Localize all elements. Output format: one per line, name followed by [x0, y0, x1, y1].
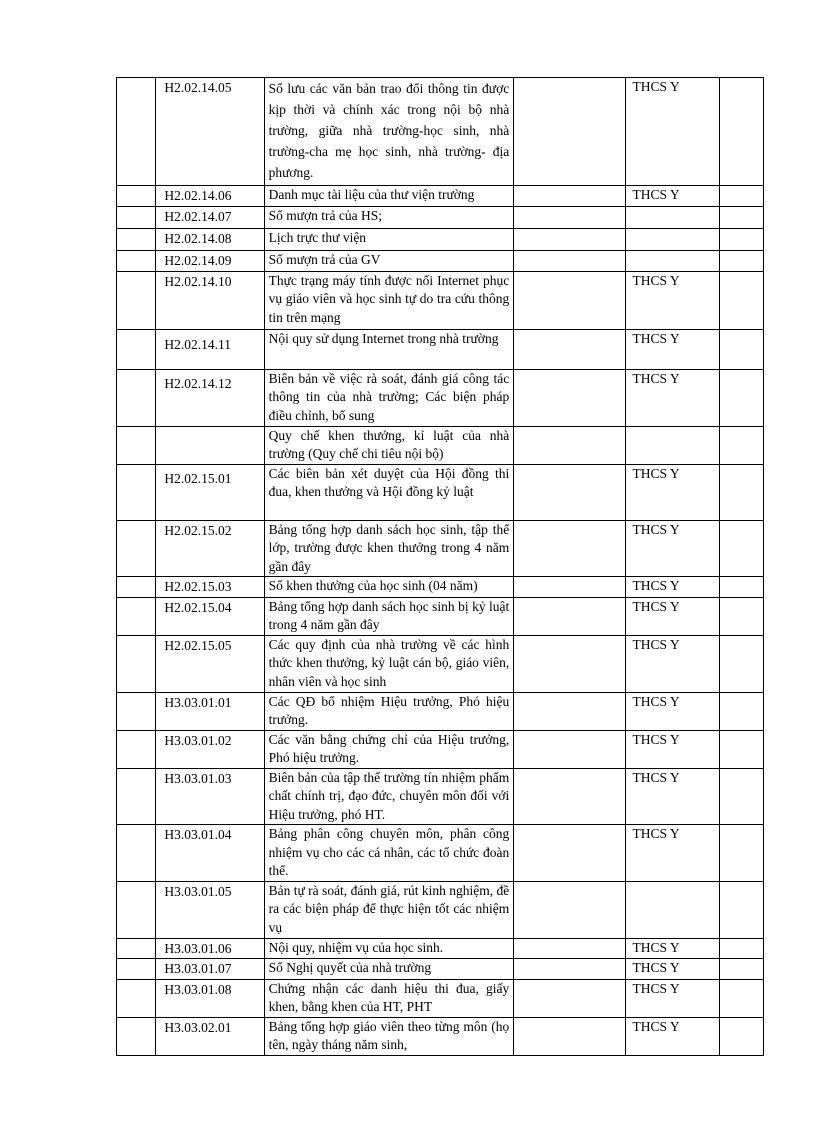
code-cell: H3.03.01.01	[156, 692, 264, 730]
note-cell	[720, 464, 764, 520]
empty-cell	[514, 426, 626, 464]
empty-cell	[514, 520, 626, 577]
description-cell: Quy chế khen thưởng, kỉ luật của nhà trường (Quy chế chi tiêu nội bộ)	[264, 426, 514, 464]
table-row	[117, 464, 764, 520]
note-cell	[720, 426, 764, 464]
level-cell	[626, 426, 720, 464]
note-cell	[720, 597, 764, 635]
level-cell: THCS Y	[626, 464, 720, 520]
index-cell	[117, 881, 156, 938]
empty-cell	[514, 369, 626, 426]
table-row	[117, 768, 764, 825]
level-cell: THCS Y	[626, 369, 720, 426]
table-row	[117, 369, 764, 426]
empty-cell	[514, 938, 626, 959]
table-row	[117, 979, 764, 1017]
description-cell: Thực trạng máy tính được nối Internet phục vụ giáo viên và học sinh tự do tra cứu thông tin trên mạng	[264, 271, 514, 329]
code-cell: H2.02.15.02	[156, 520, 264, 577]
description-cell: Sổ mượn trả của GV	[264, 251, 514, 272]
description-cell: Sổ lưu các văn bản trao đổi thông tin được kịp thời và chính xác trong nội bộ nhà trường, giữa nhà trường-học sinh, nhà trường-cha mẹ học sinh, nhà trường- địa phương.	[264, 78, 514, 186]
empty-cell	[514, 959, 626, 980]
level-cell: THCS Y	[626, 979, 720, 1017]
note-cell	[720, 329, 764, 369]
table-row	[117, 825, 764, 882]
code-cell: H2.02.14.12	[156, 369, 264, 426]
code-cell: H2.02.14.06	[156, 186, 264, 207]
code-cell: H3.03.01.03	[156, 768, 264, 825]
empty-cell	[514, 229, 626, 251]
code-cell: H2.02.14.08	[156, 229, 264, 251]
code-cell: H3.03.01.02	[156, 730, 264, 768]
index-cell	[117, 329, 156, 369]
level-cell: THCS Y	[626, 959, 720, 980]
index-cell	[117, 464, 156, 520]
index-cell	[117, 207, 156, 229]
note-cell	[720, 768, 764, 825]
index-cell	[117, 979, 156, 1017]
note-cell	[720, 577, 764, 598]
level-cell: THCS Y	[626, 329, 720, 369]
level-cell	[626, 881, 720, 938]
table-row	[117, 78, 764, 186]
empty-cell	[514, 186, 626, 207]
note-cell	[720, 229, 764, 251]
note-cell	[720, 730, 764, 768]
description-cell: Chứng nhận các danh hiệu thi đua, giấy khen, bằng khen của HT, PHT	[264, 979, 514, 1017]
index-cell	[117, 825, 156, 882]
description-cell: Các văn bằng chứng chỉ của Hiệu trưởng, Phó hiệu trưởng.	[264, 730, 514, 768]
note-cell	[720, 825, 764, 882]
index-cell	[117, 577, 156, 598]
index-cell	[117, 520, 156, 577]
description-cell: Sổ khen thưởng của học sinh (04 năm)	[264, 577, 514, 598]
code-cell: H2.02.14.07	[156, 207, 264, 229]
table-row	[117, 329, 764, 369]
table-row	[117, 692, 764, 730]
level-cell: THCS Y	[626, 78, 720, 186]
empty-cell	[514, 207, 626, 229]
table-row	[117, 1017, 764, 1055]
description-cell: Nội quy sử dụng Internet trong nhà trường	[264, 329, 514, 369]
description-cell: Biên bản về việc rà soát, đánh giá công tác thông tin của nhà trường; Các biện pháp điều chỉnh, bổ sung	[264, 369, 514, 426]
note-cell	[720, 979, 764, 1017]
description-cell: Bản tự rà soát, đánh giá, rút kinh nghiệm, đề ra các biện pháp để thực hiện tốt các nhiệm vụ	[264, 881, 514, 938]
level-cell: THCS Y	[626, 692, 720, 730]
note-cell	[720, 692, 764, 730]
level-cell: THCS Y	[626, 768, 720, 825]
level-cell: THCS Y	[626, 938, 720, 959]
code-cell: H3.03.01.06	[156, 938, 264, 959]
level-cell: THCS Y	[626, 635, 720, 692]
table-row	[117, 186, 764, 207]
evidence-table-body	[117, 78, 764, 1056]
table-row	[117, 251, 764, 272]
note-cell	[720, 1017, 764, 1055]
code-cell: H3.03.01.07	[156, 959, 264, 980]
description-cell: Bảng tổng hợp danh sách học sinh, tập thể lớp, trường được khen thưởng trong 4 năm gần đây	[264, 520, 514, 577]
level-cell: THCS Y	[626, 186, 720, 207]
note-cell	[720, 635, 764, 692]
code-cell: H2.02.15.03	[156, 577, 264, 598]
description-cell: Bảng tổng hợp giáo viên theo từng môn (họ tên, ngày tháng năm sinh,	[264, 1017, 514, 1055]
code-cell: H2.02.15.05	[156, 635, 264, 692]
index-cell	[117, 692, 156, 730]
code-cell: H3.03.01.08	[156, 979, 264, 1017]
index-cell	[117, 186, 156, 207]
table-row	[117, 881, 764, 938]
description-cell: Các quy định của nhà trường về các hình thức khen thưởng, kỷ luật cán bộ, giáo viên, nhân viên và học sinh	[264, 635, 514, 692]
code-cell: H3.03.02.01	[156, 1017, 264, 1055]
index-cell	[117, 938, 156, 959]
table-row	[117, 426, 764, 464]
level-cell	[626, 251, 720, 272]
note-cell	[720, 959, 764, 980]
note-cell	[720, 881, 764, 938]
note-cell	[720, 520, 764, 577]
index-cell	[117, 78, 156, 186]
table-row	[117, 938, 764, 959]
empty-cell	[514, 692, 626, 730]
description-cell: Sổ mượn trả của HS;	[264, 207, 514, 229]
table-row	[117, 597, 764, 635]
empty-cell	[514, 464, 626, 520]
empty-cell	[514, 251, 626, 272]
description-cell: Lịch trực thư viện	[264, 229, 514, 251]
code-cell: H2.02.14.09	[156, 251, 264, 272]
level-cell: THCS Y	[626, 520, 720, 577]
level-cell	[626, 207, 720, 229]
empty-cell	[514, 329, 626, 369]
description-cell: Các biên bản xét duyệt của Hội đồng thi đua, khen thưởng và Hội đồng kỷ luật	[264, 464, 514, 520]
note-cell	[720, 251, 764, 272]
table-row	[117, 271, 764, 329]
code-cell: H2.02.15.01	[156, 464, 264, 520]
level-cell: THCS Y	[626, 577, 720, 598]
empty-cell	[514, 979, 626, 1017]
empty-cell	[514, 635, 626, 692]
level-cell: THCS Y	[626, 825, 720, 882]
index-cell	[117, 229, 156, 251]
code-cell: H3.03.01.04	[156, 825, 264, 882]
empty-cell	[514, 78, 626, 186]
evidence-table	[116, 77, 764, 1056]
table-row	[117, 520, 764, 577]
table-row	[117, 730, 764, 768]
index-cell	[117, 635, 156, 692]
empty-cell	[514, 577, 626, 598]
level-cell: THCS Y	[626, 1017, 720, 1055]
table-row	[117, 959, 764, 980]
table-row	[117, 229, 764, 251]
level-cell	[626, 229, 720, 251]
index-cell	[117, 271, 156, 329]
note-cell	[720, 78, 764, 186]
empty-cell	[514, 1017, 626, 1055]
level-cell: THCS Y	[626, 597, 720, 635]
empty-cell	[514, 881, 626, 938]
description-cell: Các QĐ bổ nhiệm Hiệu trưởng, Phó hiệu trưởng.	[264, 692, 514, 730]
empty-cell	[514, 825, 626, 882]
index-cell	[117, 959, 156, 980]
code-cell: H3.03.01.05	[156, 881, 264, 938]
table-row	[117, 207, 764, 229]
table-row	[117, 577, 764, 598]
description-cell: Bảng phân công chuyên môn, phân công nhiệm vụ cho các cá nhân, các tổ chức đoàn thể.	[264, 825, 514, 882]
index-cell	[117, 1017, 156, 1055]
empty-cell	[514, 271, 626, 329]
description-cell: Nội quy, nhiệm vụ của học sinh.	[264, 938, 514, 959]
index-cell	[117, 251, 156, 272]
code-cell: H2.02.14.05	[156, 78, 264, 186]
table-row	[117, 635, 764, 692]
note-cell	[720, 207, 764, 229]
description-cell: Biên bản của tập thể trường tín nhiệm phẩm chất chính trị, đạo đức, chuyên môn đối với Hiệu trưởng, phó HT.	[264, 768, 514, 825]
note-cell	[720, 186, 764, 207]
index-cell	[117, 730, 156, 768]
level-cell: THCS Y	[626, 271, 720, 329]
index-cell	[117, 369, 156, 426]
code-cell: H2.02.14.11	[156, 329, 264, 369]
index-cell	[117, 768, 156, 825]
index-cell	[117, 426, 156, 464]
index-cell	[117, 597, 156, 635]
note-cell	[720, 369, 764, 426]
code-cell: H2.02.14.10	[156, 271, 264, 329]
description-cell: Bảng tổng hợp danh sách học sinh bị kỷ luật trong 4 năm gần đây	[264, 597, 514, 635]
empty-cell	[514, 597, 626, 635]
description-cell: Danh mục tài liệu của thư viện trường	[264, 186, 514, 207]
note-cell	[720, 938, 764, 959]
note-cell	[720, 271, 764, 329]
empty-cell	[514, 730, 626, 768]
description-cell: Sổ Nghị quyết của nhà trường	[264, 959, 514, 980]
code-cell	[156, 426, 264, 464]
empty-cell	[514, 768, 626, 825]
code-cell: H2.02.15.04	[156, 597, 264, 635]
level-cell: THCS Y	[626, 730, 720, 768]
